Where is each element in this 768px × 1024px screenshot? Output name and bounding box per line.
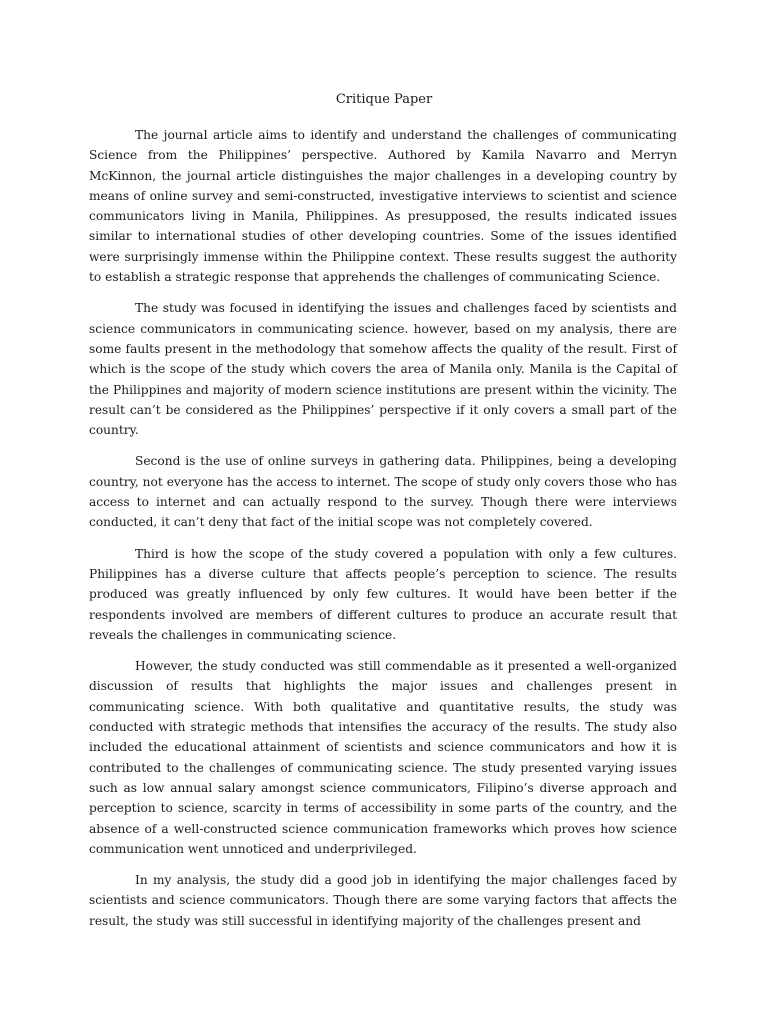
paragraph-online-surveys: Second is the use of online surveys in gathering data. Philippines, being a developing country, not everyone has the access to internet. The scope of study only covers those who has access to internet and can actually respond to the survey. Though there were interviews conducted, it can’t deny that fact of the initial scope was not completely covered. [89, 454, 677, 530]
paragraph-cultures: Third is how the scope of the study covered a population with only a few cultures. Philippines has a diverse culture that affects people’s perception to science. The results produced was greatly influenced by only few cultures. It would have been better if the respondents involved are members of different cultures to produce an accurate result that reveals the challenges in communicating science. [89, 546, 677, 642]
paragraph-summary: The journal article aims to identify and understand the challenges of communicating Science from the Philippines’ perspective. Authored by Kamila Navarro and Merryn McKinnon, the journal article distinguishes the major challenges in a developing country by means of online survey and semi-constructed, investigative interviews to scientist and science communicators living in Manila, Philippines. As presupposed, the results indicated issues similar to international studies of other developing countries. Some of the issues identified were surprisingly immense within the Philippine context. These results suggest the authority to establish a strategic response that apprehends the challenges of communicating Science. [89, 128, 677, 285]
paragraph-analysis: In my analysis, the study did a good job in identifying the major challenges faced by scientists and science communicators. Though there are some varying factors that affects the result, the study was still successful in identifying majority of the challenges present and [89, 873, 677, 928]
paragraph-methodology: The study was focused in identifying the issues and challenges faced by scientists and science communicators in communicating science. however, based on my analysis, there are some faults present in the methodology that somehow affects the quality of the result. First of which is the scope of the study which covers the area of Manila only. Manila is the Capital of the Philippines and majority of modern science institutions are present within the vicinity. The result can’t be considered as the Philippines’ perspective if it only covers a small part of the country. [89, 301, 677, 438]
document-body [89, 125, 677, 942]
paragraph-commendation: However, the study conducted was still commendable as it presented a well-organized discussion of results that highlights the major issues and challenges present in communicating science. With both qualitative and quantitative results, the study was conducted with strategic methods that intensifies the accuracy of the results. The study also included the educational attainment of scientists and science communicators and how it is contributed to the challenges of communicating science. The study presented varying issues such as low annual salary amongst science communicators, Filipino’s diverse approach and perception to science, scarcity in terms of accessibility in some parts of the country, and the absence of a well-constructed science communication frameworks which proves how science communication went unnoticed and underprivileged. [89, 659, 677, 856]
page-title: Critique Paper [335, 92, 433, 107]
